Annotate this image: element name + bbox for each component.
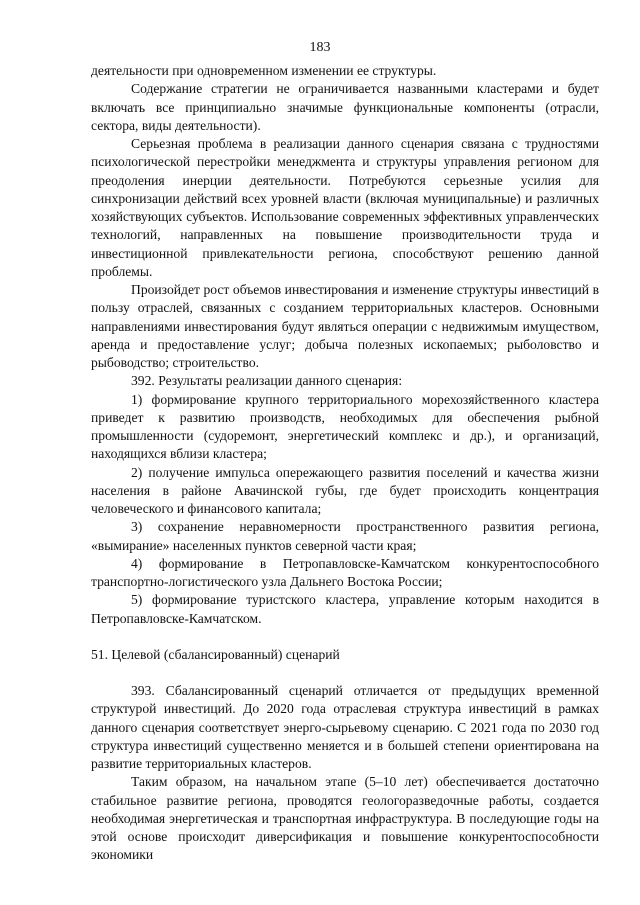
paragraph-serious-problem: Серьезная проблема в реализации данного сценария связана с трудностями психологической перестройки менеджмента и структуры управления регионом для преодоления инерции деятельности. Потребуются серьезные усилия для синхронизации действий всех уровней власти (включая муниципальные) и различных хозяйствующих субъектов. Использование современных эффективных управленческих технологий, направленных на повышение производительности труда и инвестиционной привлекательности региона, способствуют решению данной проблемы.	[91, 136, 599, 279]
page-number: 183	[309, 40, 331, 55]
list-item-3: 3) сохранение неравномерности пространственного развития региона, «вымирание» населенных пунктов северной части края;	[91, 519, 599, 553]
paragraph-strategy-content: Содержание стратегии не ограничивается названными кластерами и будет включать все принципиально значимые функциональные компоненты (отрасли, сектора, виды деятельности).	[91, 81, 599, 133]
paragraph-393-balanced: 393. Сбалансированный сценарий отличается от предыдущих временной структурой инвестиций. До 2020 года отраслевая структура инвестиций в рамках данного сценария соответствует энерго-сырьевому сценарию. С 2021 года по 2030 год структура инвестиций существенно меняется и в большей степени ориентирована на развитие территориальных кластеров.	[91, 683, 599, 771]
list-item-5: 5) формирование туристского кластера, управление которым находится в Петропавловске-Камчатском.	[91, 592, 599, 626]
paragraph-investment-growth: Произойдет рост объемов инвестирования и изменение структуры инвестиций в пользу отраслей, связанных с созданием территориальных кластеров. Основными направлениями инвестирования будут являться операции с недвижимым имуществом, аренда и предоставление услуг; добыча полезных ископаемых; рыболовство и рыбоводство; строительство.	[91, 282, 599, 370]
paragraph-continuation: деятельности при одновременном изменении ее структуры.	[91, 63, 437, 78]
paragraph-initial-stage: Таким образом, на начальном этапе (5–10 лет) обеспечивается достаточно стабильное развитие региона, проводятся геологоразведочные работы, создается необходимая энергетическая и транспортная инфраструктура. В последующие годы на этой основе происходит диверсификация и повышение конкурентоспособности экономики	[91, 774, 599, 863]
paragraph-392-results: 392. Результаты реализации данного сценария:	[131, 373, 403, 389]
list-item-2: 2) получение импульса опережающего развития поселений и качества жизни населения в районе Авачинской губы, где будет происходить концентрация человеческого и финансового капитала;	[91, 464, 599, 516]
list-item-1: 1) формирование крупного территориального морехозяйственного кластера приведет к развитию производств, необходимых для обеспечения рыбной промышленности (судоремонт, энергетический комплекс и др.), и организаций, находящихся вблизи кластера;	[91, 391, 599, 462]
list-item-4: 4) формирование в Петропавловске-Камчатском конкурентоспособного транспортно-логистического узла Дальнего Востока России;	[91, 555, 599, 589]
document-body	[91, 62, 599, 865]
section-heading: 51. Целевой (сбалансированный) сценарий	[91, 646, 340, 662]
